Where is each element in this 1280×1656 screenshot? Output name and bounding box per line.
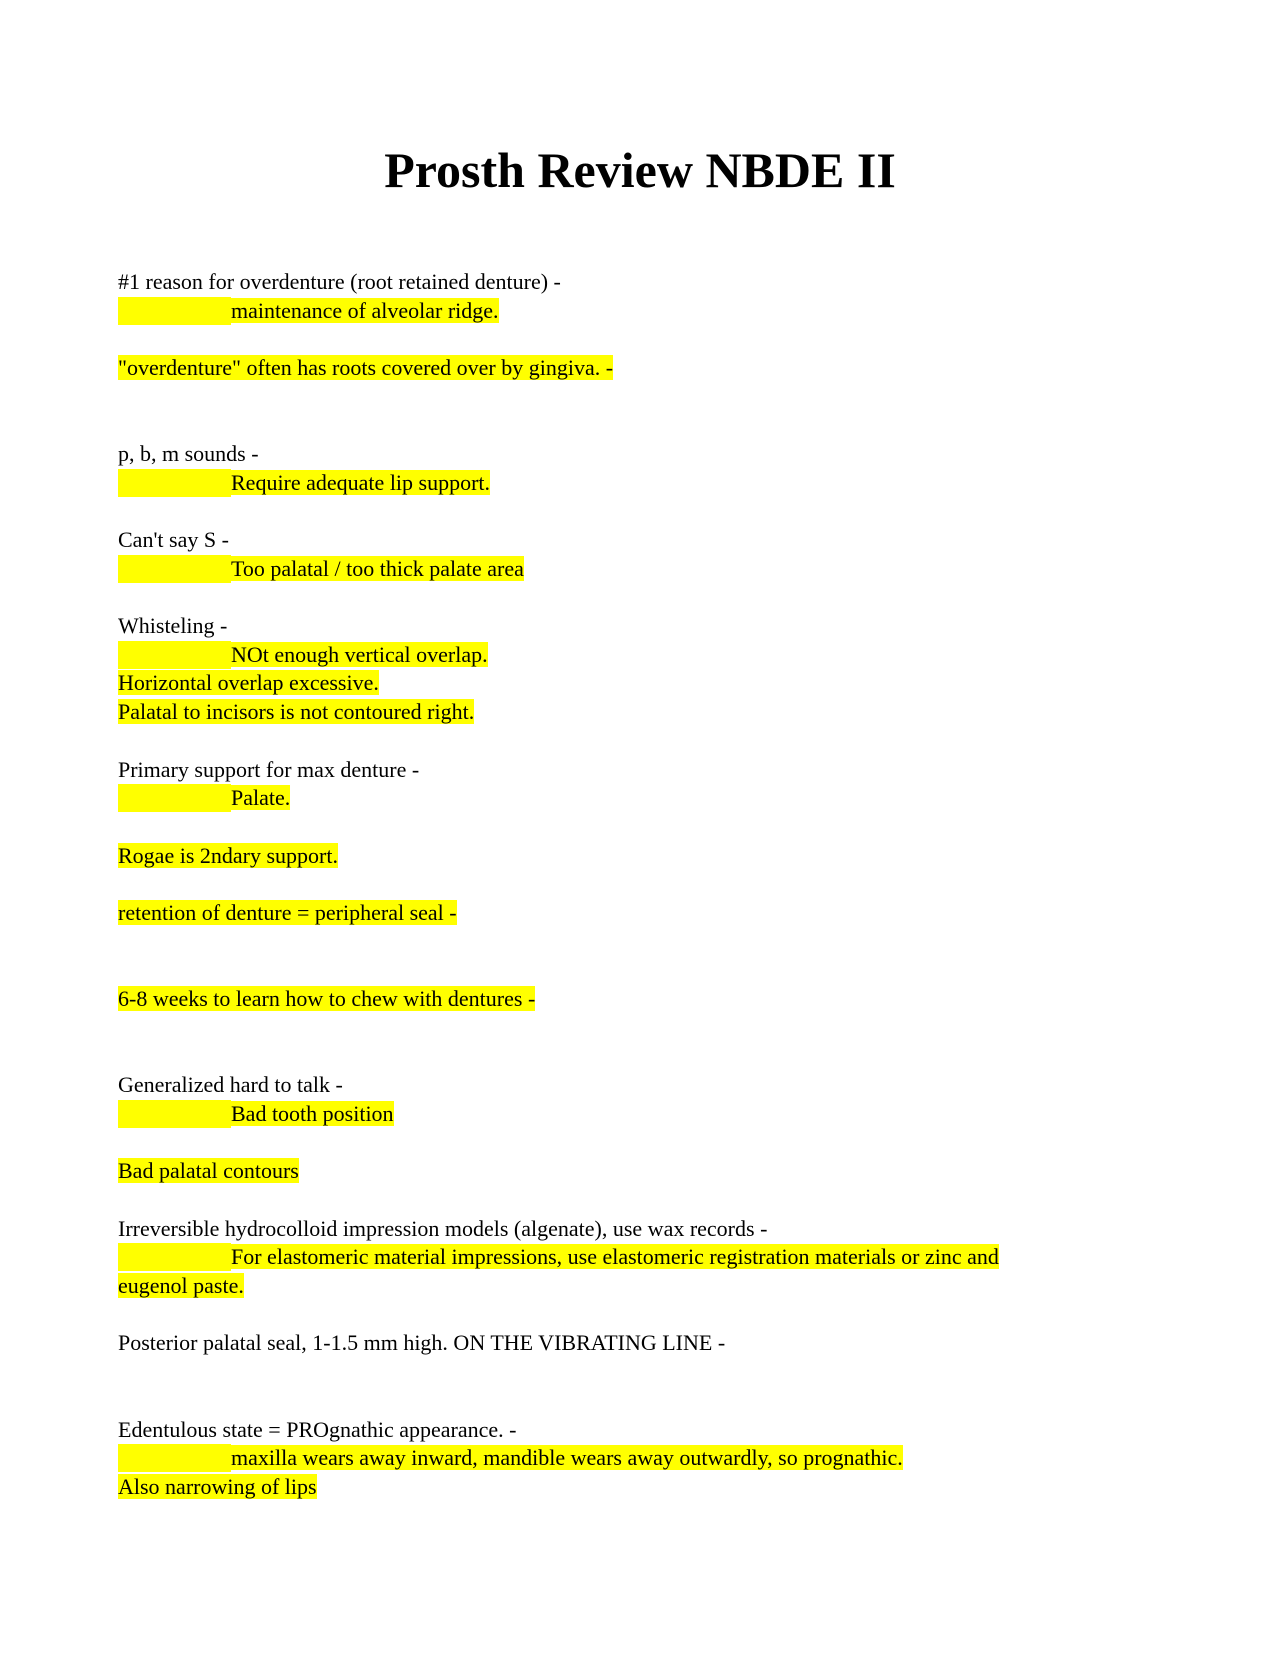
answer-text: Too palatal / too thick palate area	[231, 556, 524, 581]
answer-line	[118, 1444, 903, 1472]
note-line	[118, 899, 457, 927]
tab-indent	[118, 555, 231, 583]
answer-line	[118, 1100, 394, 1128]
answer-text: maintenance of alveolar ridge.	[231, 298, 499, 323]
question-text: #1 reason for overdenture (root retained denture) -	[118, 269, 561, 294]
answer-text: Horizontal overlap excessive.	[118, 670, 379, 695]
question-text: Posterior palatal seal, 1-1.5 mm high. ON THE VIBRATING LINE -	[118, 1330, 726, 1355]
note-line	[118, 1157, 299, 1185]
tab-indent	[118, 641, 231, 669]
tab-indent	[118, 1243, 231, 1271]
answer-text: Palate.	[231, 785, 291, 810]
answer-text: eugenol paste.	[118, 1273, 244, 1298]
question-line	[118, 1215, 767, 1243]
note-text: Bad palatal contours	[118, 1158, 299, 1183]
question-line	[118, 1416, 517, 1444]
question-text: Edentulous state = PROgnathic appearance. -	[118, 1417, 517, 1442]
question-line	[118, 612, 227, 640]
tab-indent	[118, 297, 231, 325]
note-text: Rogae is 2ndary support.	[118, 843, 338, 868]
question-line	[118, 1329, 725, 1357]
answer-line	[118, 698, 474, 726]
answer-line	[118, 1272, 244, 1300]
answer-line	[118, 297, 499, 325]
answer-text: Also narrowing of lips	[118, 1474, 317, 1499]
answer-line	[118, 469, 490, 497]
question-text: Generalized hard to talk -	[118, 1072, 343, 1097]
note-line	[118, 842, 338, 870]
note-text: retention of denture = peripheral seal -	[118, 900, 457, 925]
question-line	[118, 440, 259, 468]
answer-text: For elastomeric material impressions, use elastomeric registration materials or zinc and	[231, 1244, 999, 1269]
answer-line	[118, 1243, 999, 1271]
note-line	[118, 985, 535, 1013]
answer-line	[118, 669, 379, 697]
answer-line	[118, 784, 290, 812]
answer-line	[118, 641, 488, 669]
question-text: Can't say S -	[118, 527, 229, 552]
answer-text: Require adequate lip support.	[231, 470, 491, 495]
answer-line	[118, 1473, 317, 1501]
note-text: "overdenture" often has roots covered over by gingiva. -	[118, 355, 614, 380]
document-title: Prosth Review NBDE II	[384, 142, 896, 198]
question-line	[118, 268, 561, 296]
tab-indent	[118, 469, 231, 497]
tab-indent	[118, 1444, 231, 1472]
answer-text: Palatal to incisors is not contoured right.	[118, 699, 475, 724]
answer-text: NOt enough vertical overlap.	[231, 642, 488, 667]
answer-line	[118, 555, 524, 583]
note-text: 6-8 weeks to learn how to chew with dentures -	[118, 986, 536, 1011]
question-text: Irreversible hydrocolloid impression models (algenate), use wax records -	[118, 1216, 768, 1241]
tab-indent	[118, 1100, 231, 1128]
tab-indent	[118, 784, 231, 812]
question-line	[118, 526, 229, 554]
answer-text: maxilla wears away inward, mandible wears away outwardly, so prognathic.	[231, 1445, 903, 1470]
question-text: Primary support for max denture -	[118, 757, 420, 782]
question-text: Whisteling -	[118, 613, 228, 638]
question-text: p, b, m sounds -	[118, 441, 259, 466]
answer-text: Bad tooth position	[231, 1101, 394, 1126]
question-line	[118, 756, 419, 784]
note-line	[118, 354, 613, 382]
question-line	[118, 1071, 343, 1099]
